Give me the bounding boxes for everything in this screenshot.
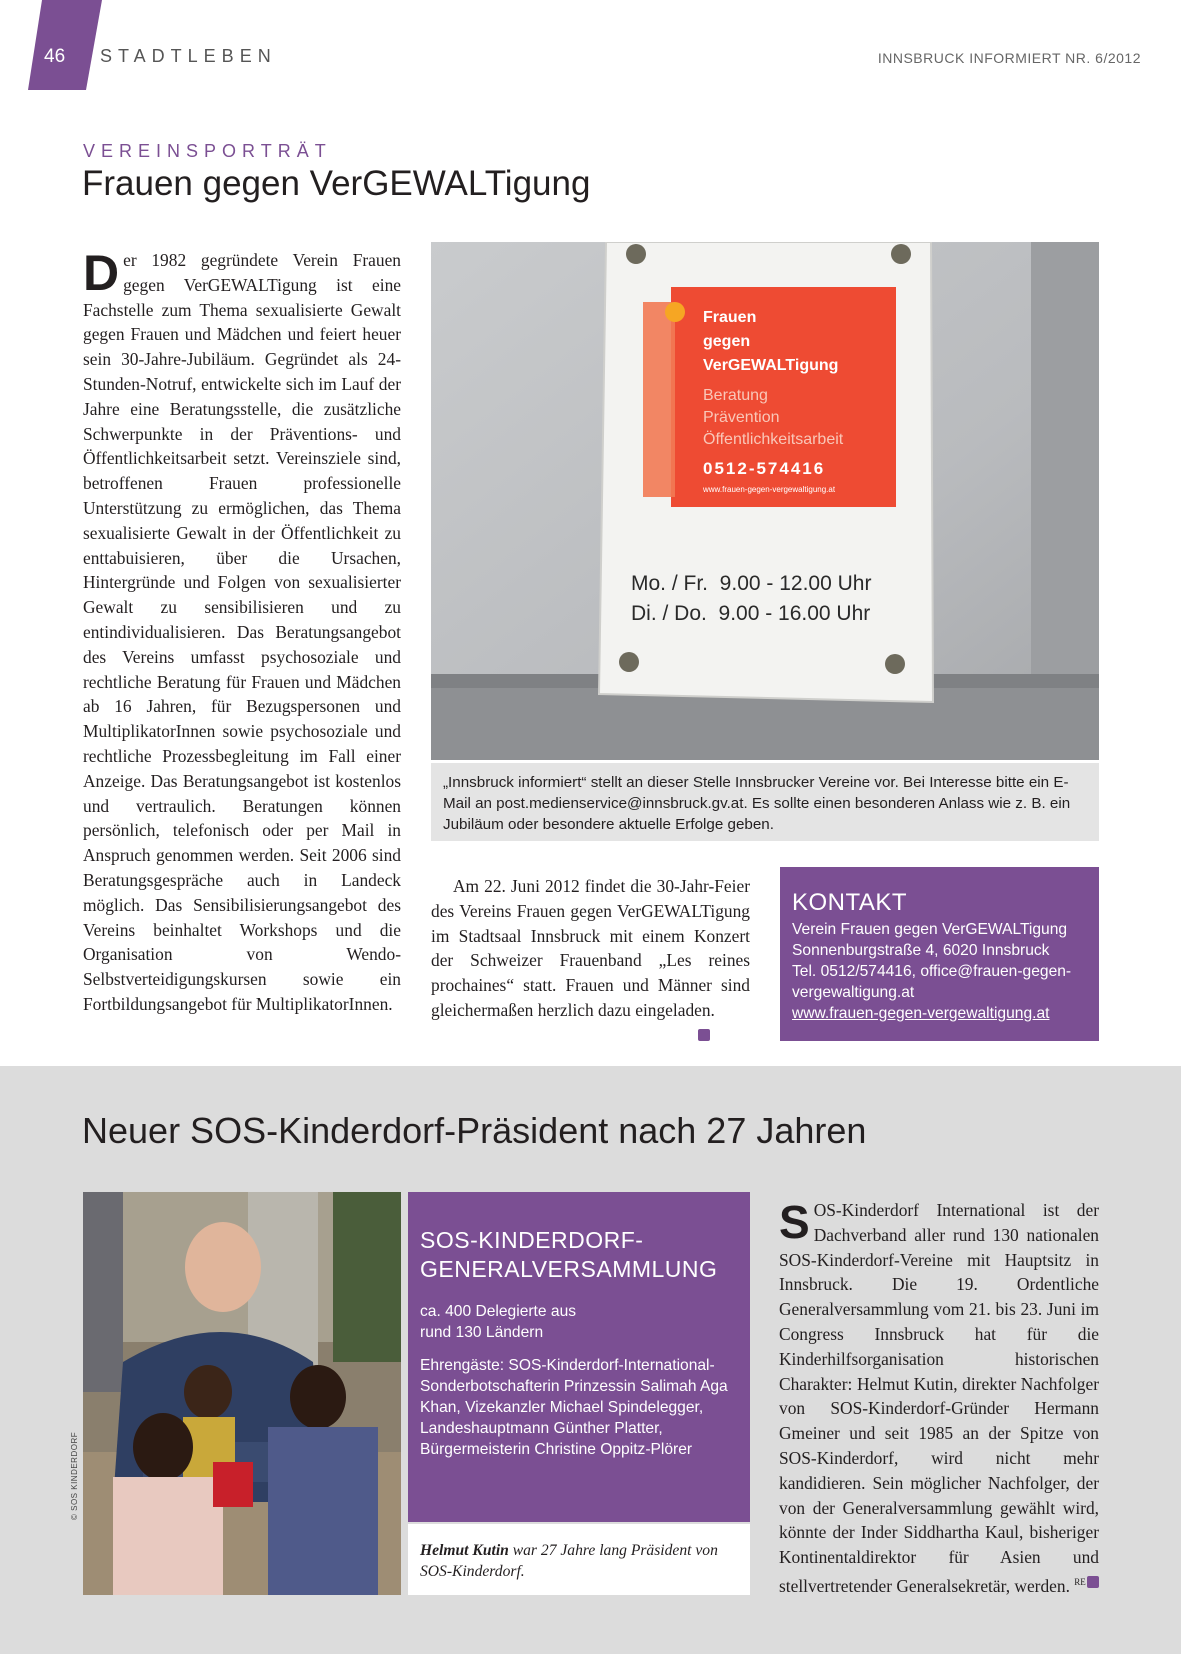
sign-hours-2: Di. / Do. 9.00 - 16.00 Uhr bbox=[631, 602, 871, 625]
issue-label: INNSBRUCK INFORMIERT NR. 6/2012 bbox=[877, 50, 1141, 66]
sos-end-mark bbox=[1087, 1576, 1099, 1588]
sign-text-2: gegen bbox=[703, 333, 751, 350]
sos-article-body bbox=[779, 1198, 1099, 1599]
contact-address: Sonnenburgstraße 4, 6020 Innsbruck bbox=[792, 942, 1050, 959]
kutin-photo bbox=[83, 1192, 401, 1595]
article-kicker: VEREINSPORTRÄT bbox=[83, 141, 332, 161]
contact-heading: KONTAKT bbox=[792, 889, 908, 916]
sos-body-text: OS-Kinderdorf International ist der Dachverband aller rund 130 nationalen SOS-Kinderdorf-Vereine mit Hauptsitz in Innsbruck. Die 19. Ordentliche Generalversammlung vom 21. bis 23. Juni im Congress Innsbruck hat für die Kinderhilfsorganisation historischen Charakter: Helmut Kutin, direkter Nachfolger von SOS-Kinderdorf-Gründer Hermann Gmeiner und seit 1985 an der Spitze von SOS-Kinderdorf, wird nicht mehr kandidieren. Sein möglicher Nachfolger, der von der Generalversammlung gewählt wird, könnte der Inder Siddhartha Kaul, bisheriger Kontinentaldirektor für Asien und stellvertretender Generalsekretär, werden. bbox=[779, 1200, 1099, 1596]
sos-article-title: Neuer SOS-Kinderdorf-Präsident nach 27 Jahren bbox=[82, 1110, 867, 1151]
caption-name: Helmut Kutin bbox=[420, 1542, 509, 1559]
sos-box-heading-line-1: SOS-KINDERDORF- bbox=[420, 1227, 644, 1253]
page-number: 46 bbox=[44, 46, 66, 67]
sos-box-delegates-line-1: ca. 400 Delegierte aus bbox=[420, 1303, 577, 1320]
contact-phone-email: Tel. 0512/574416, office@frauen-gegen- bbox=[792, 963, 1072, 980]
section-label: STADTLEBEN bbox=[100, 46, 277, 66]
article-body-text: er 1982 gegründete Verein Frauen gegen VerGEWALTigung ist eine Fachstelle zum Thema sexualisierte Gewalt gegen Frauen und Mädchen und feiert heuer sein 30-Jahre-Jubiläum. Gegründet als 24-Stunden-Notruf, entwickelte sich im Lauf der Jahre eine Beratungsstelle, die zusätzliche Schwerpunkte in der Präventions- und Öffentlichkeitsarbeit setzt. Vereinsziele sind, betroffenen Frauen professionelle Unterstützung zu ermöglichen, das Thema sexualisierte Gewalt in der Öffentlichkeit zu enttabuisieren, über die Ursachen, Hintergründe und Folgen von sexualisierter Gewalt zu sensibilisieren und zu entindividualisieren. Das Beratungsangebot des Vereins umfasst psychosoziale und rechtliche Beratung für Frauen und Mädchen ab 16 Jahren, für Bezugspersonen und MultiplikatorInnen sowie psychosoziale und rechtliche Prozessbegleitung im Fall einer Anzeige. Das Beratungsangebot ist kostenlos und vertraulich. Beratungen können persönlich, telefonisch oder per Mail in Anspruch genommen werden. Seit 2006 sind Beratungsgespräche auch in Landeck möglich. Das Sensibilisierungsangebot des Vereins beinhaltet Workshops und die Organisation von Wendo-Selbstverteidigungskursen sowie ein Fortbildungsangebot für MultiplikatorInnen. bbox=[83, 250, 401, 1014]
sos-drop-cap: S bbox=[779, 1196, 810, 1248]
sign-text-1: Frauen bbox=[703, 309, 757, 326]
page-number-tab bbox=[28, 0, 102, 90]
sos-box-delegates-line-2: rund 130 Ländern bbox=[420, 1324, 544, 1341]
sos-box-delegates bbox=[420, 1301, 738, 1343]
contact-website-link[interactable]: www.frauen-gegen-vergewaltigung.at bbox=[792, 1005, 1050, 1022]
drop-cap: D bbox=[83, 245, 120, 301]
sign-web: www.frauen-gegen-vergewaltigung.at bbox=[703, 485, 836, 494]
photo-credit: © SOS KINDERDORF bbox=[70, 1431, 79, 1520]
photo-caption: „Innsbruck informiert“ stellt an dieser Stelle Innsbrucker Vereine vor. Bei Interesse bitte ein E-Mail an post.medienservice@innsbruck.gv.at. Es sollte einen besonderen Anlass wie z. B. ein Jubiläum oder besondere aktuelle Erfolge geben. bbox=[431, 763, 1099, 841]
contact-org: Verein Frauen gegen VerGEWALTigung bbox=[792, 921, 1068, 938]
article-body-column bbox=[83, 245, 401, 1017]
article-body-column-2 bbox=[431, 874, 750, 1041]
sos-info-box bbox=[408, 1192, 750, 1522]
sign-hours-1: Mo. / Fr. 9.00 - 12.00 Uhr bbox=[631, 572, 872, 595]
sos-box-heading bbox=[420, 1226, 738, 1284]
sign-text-5: Prävention bbox=[703, 409, 780, 426]
sos-photo-caption bbox=[408, 1524, 750, 1595]
sign-photo bbox=[431, 242, 1099, 760]
contact-email-cont: vergewaltigung.at bbox=[792, 984, 915, 1001]
sign-phone: 0512-574416 bbox=[703, 459, 826, 478]
sign-text-6: Öffentlichkeitsarbeit bbox=[703, 431, 844, 448]
article-body-text-2: Am 22. Juni 2012 findet die 30-Jahr-Feier des Vereins Frauen gegen VerGEWALTigung im Stadtsaal Innsbruck mit einem Konzert der Schweizer Frauenband „Les reines prochaines“ statt. Frauen und Männer sind gleichermaßen herzlich dazu eingeladen. bbox=[431, 876, 750, 1020]
sos-box-guests: Ehrengäste: SOS-Kinderdorf-International-Sonderbotschafterin Prinzessin Salimah Aga Khan, Vizekanzler Michael Spindelegger, Landeshauptmann Günther Platter, Bürgermeisterin Christine Oppitz-Plörer bbox=[420, 1357, 728, 1458]
author-initials: RE bbox=[1074, 1576, 1086, 1587]
sos-box-heading-line-2: GENERALVERSAMMLUNG bbox=[420, 1256, 718, 1282]
contact-box bbox=[780, 867, 1099, 1041]
sign-text-3: VerGEWALTigung bbox=[703, 357, 839, 374]
caption-text: war 27 Jahre lang Präsident von SOS-Kinderdorf. bbox=[420, 1542, 718, 1580]
end-mark bbox=[698, 1029, 710, 1041]
sign-text-4: Beratung bbox=[703, 387, 768, 404]
article-title: Frauen gegen VerGEWALTigung bbox=[82, 164, 591, 203]
